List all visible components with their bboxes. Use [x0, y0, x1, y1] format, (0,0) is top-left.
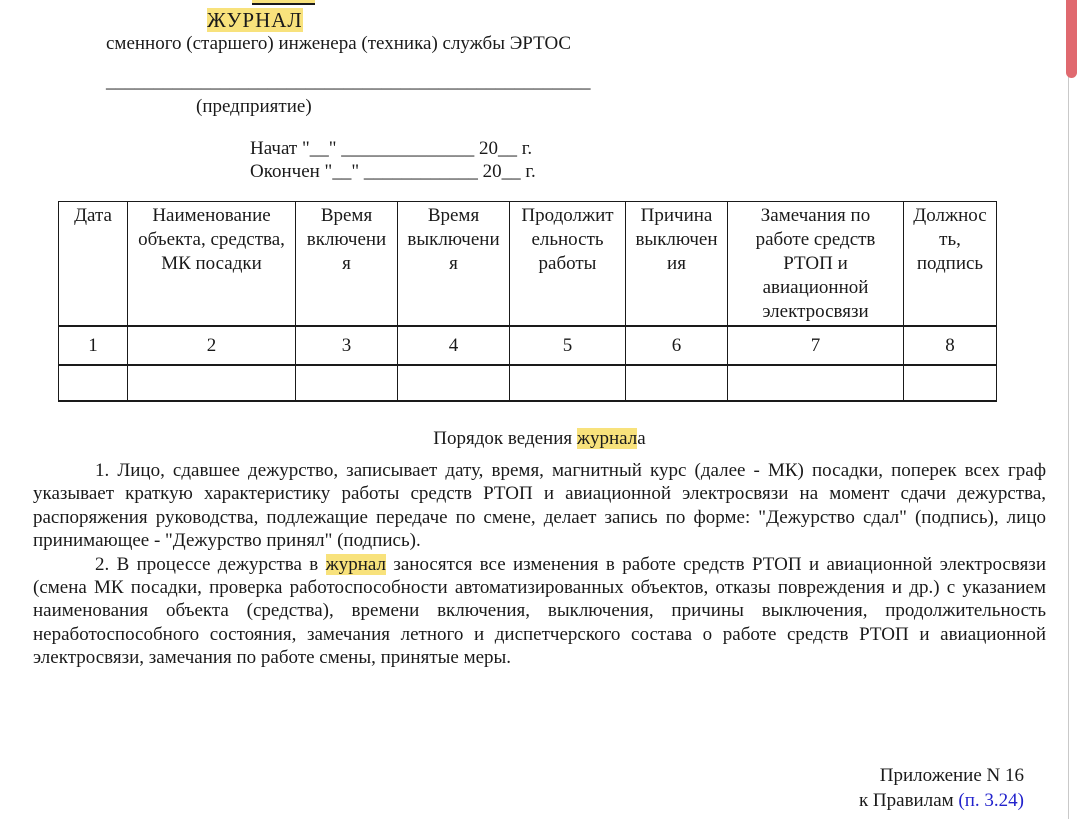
cutoff-highlighted-word — [252, 0, 315, 5]
col-header-text: МК посадки — [161, 253, 262, 274]
empty-entry-row — [59, 365, 997, 401]
title-search-highlight: ЖУРНАЛ — [207, 8, 303, 32]
table-header-row — [59, 202, 997, 327]
col-header-text: выключен — [635, 229, 718, 250]
section-heading — [33, 427, 1046, 451]
paragraph-2 — [33, 553, 1046, 670]
col-header-remarks — [728, 202, 904, 327]
col-number: 5 — [510, 326, 626, 365]
empty-cell — [510, 365, 626, 401]
empty-cell — [59, 365, 128, 401]
page-title — [207, 8, 303, 32]
col-header-date — [59, 202, 128, 327]
search-highlight: журнал — [576, 428, 638, 449]
col-header-text: Должнос — [913, 205, 987, 226]
appendix-number: Приложение N 16 — [879, 765, 1024, 786]
col-number: 1 — [59, 326, 128, 365]
col-header-text: РТОП и — [783, 253, 848, 274]
col-header-text: выключени — [407, 229, 500, 250]
col-header-object-name — [128, 202, 296, 327]
page-subtitle: сменного (старшего) инженера (техника) службы ЭРТОС — [106, 33, 572, 54]
col-header-text: ия — [667, 253, 686, 274]
enterprise-blank-line: ___________________________________________________ — [106, 71, 591, 92]
col-header-text: подпись — [916, 253, 984, 274]
section-heading-text: Порядок ведения — [433, 428, 577, 449]
rules-text — [33, 459, 1046, 670]
column-numbers-row — [59, 326, 997, 365]
col-number: 8 — [904, 326, 997, 365]
col-header-text: электросвязи — [762, 301, 869, 322]
col-header-text: авиационной — [762, 277, 869, 298]
col-header-text: Дата — [74, 205, 112, 226]
empty-cell — [398, 365, 510, 401]
col-header-text: Время — [427, 205, 480, 226]
col-number: 7 — [728, 326, 904, 365]
rules-reference-text: к Правилам — [858, 790, 959, 811]
section-heading-text: а — [637, 428, 646, 449]
col-header-position-signature — [904, 202, 997, 327]
paragraph-1-text: 1. Лицо, сдавшее дежурство, записывает дату, время, магнитный курс (далее - МК) посадки, поперек всех граф указывает краткую характеристику работы средств РТОП и авиационной электросвязи на момент сдачи дежурства, распоряжения руководства, подлежащие передаче по смене, делает запись по форме: "Дежурство сдал" (подпись), лицо принимающее - "Дежурство принял" (подпись). — [33, 460, 1046, 552]
paragraph-1 — [33, 459, 1046, 553]
enterprise-label: (предприятие) — [196, 96, 312, 117]
paragraph-2-text: заносятся все изменения в работе средств РТОП и авиационной электросвязи (смена МК посадки, проверка работоспособности автоматизированных объектов, отказы повреждения и др.) с указанием наименования объекта (средства), времени включения, выключения, причины выключения, продолжительность неработоспособного состояния, замечания летного и диспетчерского состава о работе средств РТОП и авиационной электросвязи, замечания по работе смены, принятые меры. — [33, 553, 1046, 669]
col-number: 4 — [398, 326, 510, 365]
col-header-text: работе средств — [755, 229, 876, 250]
col-header-duration — [510, 202, 626, 327]
rules-reference-line — [859, 788, 1024, 813]
col-number: 6 — [626, 326, 728, 365]
col-header-text: Причина — [640, 205, 713, 226]
empty-cell — [626, 365, 728, 401]
col-number: 3 — [296, 326, 398, 365]
col-header-text: объекта, средства, — [138, 229, 285, 250]
col-header-time-on — [296, 202, 398, 327]
journal-started-line: Начат "__" ______________ 20__ г. — [250, 138, 533, 159]
col-header-text: Замечания по — [760, 205, 871, 226]
empty-cell — [728, 365, 904, 401]
col-header-time-off — [398, 202, 510, 327]
col-header-text: я — [342, 253, 351, 274]
appendix-reference — [859, 763, 1024, 813]
vertical-scrollbar-track[interactable] — [1068, 0, 1077, 819]
rules-point-link[interactable]: (п. 3.24) — [958, 790, 1024, 811]
journal-ended-line: Окончен "__" ____________ 20__ г. — [250, 161, 536, 182]
col-header-off-reason — [626, 202, 728, 327]
col-header-text: ть, — [939, 229, 961, 250]
empty-cell — [296, 365, 398, 401]
vertical-scrollbar-thumb[interactable] — [1066, 0, 1077, 78]
empty-cell — [904, 365, 997, 401]
empty-cell — [128, 365, 296, 401]
col-header-text: Продолжит — [521, 205, 614, 226]
col-header-text: включени — [306, 229, 387, 250]
search-highlight: журнал — [325, 553, 386, 575]
col-header-text: Время — [320, 205, 373, 226]
col-header-text: Наименование — [152, 205, 271, 226]
journal-table — [58, 201, 997, 402]
col-header-text: я — [449, 253, 458, 274]
col-header-text: ельность — [531, 229, 604, 250]
paragraph-2-text: 2. В процессе дежурства в — [95, 553, 326, 575]
col-header-text: работы — [538, 253, 597, 274]
col-number: 2 — [128, 326, 296, 365]
